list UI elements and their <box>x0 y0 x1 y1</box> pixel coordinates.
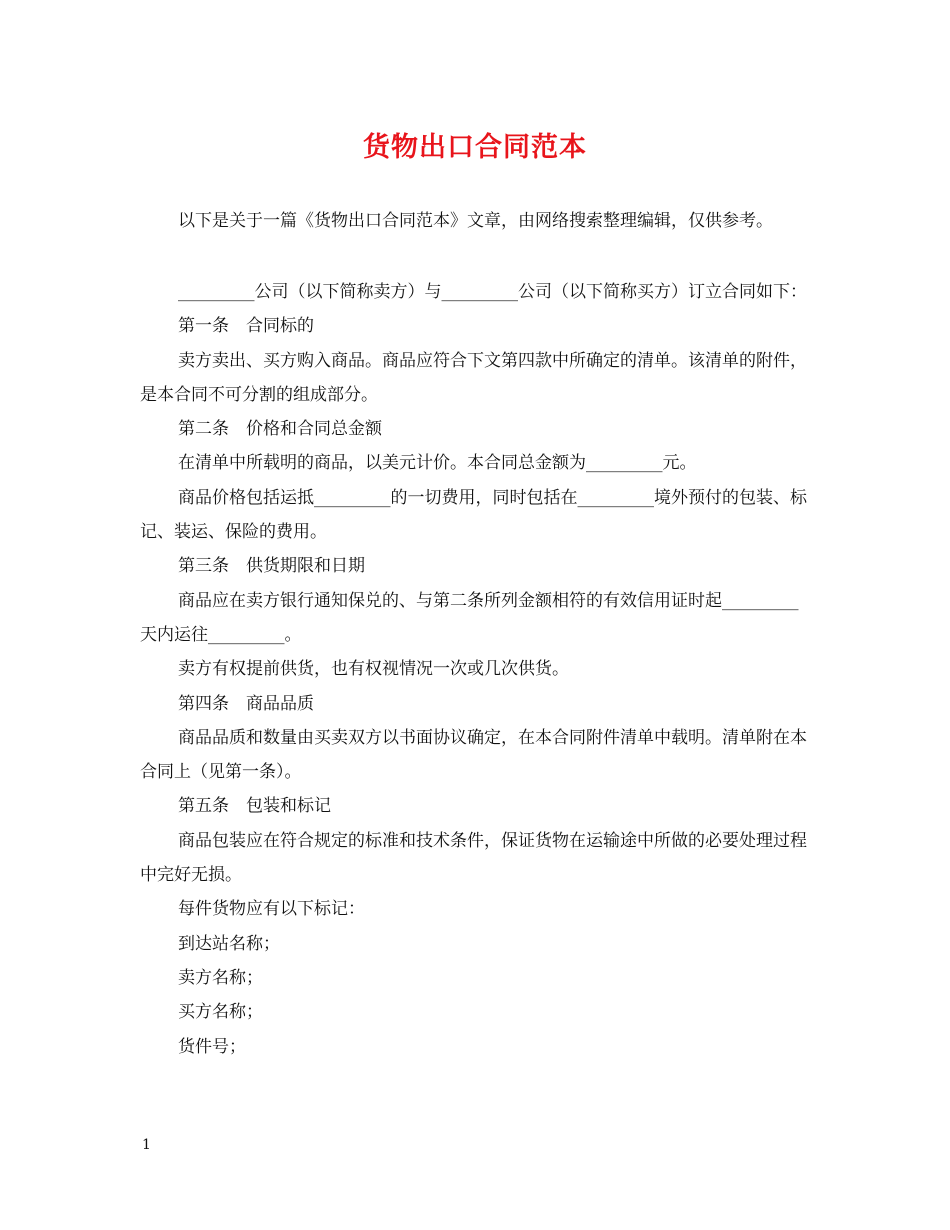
article-3-text-2: 卖方有权提前供货，也有权视情况一次或几次供货。 <box>178 659 569 680</box>
article-2-text-1: 在清单中所载明的商品，以美元计价。本合同总金额为_________元。 <box>178 453 697 474</box>
marking-item: 到达站名称； <box>178 933 280 954</box>
page-number: 1 <box>142 1137 151 1153</box>
article-1-heading: 第一条 合同标的 <box>178 316 314 337</box>
article-4-text: 商品品质和数量由买卖双方以书面协议确定，在本合同附件清单中载明。清单附在本合同上（见第一条）。 <box>140 727 807 783</box>
article-3-text-1: 商品应在卖方银行通知保兑的、与第二条所列金额相符的有效信用证时起_________天内运往_________。 <box>140 590 799 645</box>
article-2-text-2: 商品价格包括运抵_________的一切费用，同时包括在_________境外预付的包装、标记、装运、保险的费用。 <box>140 487 807 543</box>
marking-item: 卖方名称； <box>178 967 263 988</box>
marking-intro: 每件货物应有以下标记： <box>178 899 365 920</box>
article-1-text: 卖方卖出、买方购入商品。商品应符合下文第四款中所确定的清单。该清单的附件，是本合同不可分割的组成部分。 <box>140 350 807 405</box>
contract-body <box>140 275 812 1064</box>
article-5-text: 商品包装应在符合规定的标准和技术条件，保证货物在运输途中所做的必要处理过程中完好无损。 <box>140 830 807 886</box>
article-2-heading: 第二条 价格和合同总金额 <box>178 419 382 440</box>
paragraph-parties: _________公司（以下简称卖方）与_________公司（以下简称买方）订立合同如下： <box>178 282 807 302</box>
marking-item: 货件号； <box>178 1036 246 1057</box>
marking-item: 买方名称； <box>178 1002 263 1023</box>
intro-text: 以下是关于一篇《货物出口合同范本》文章，由网络搜索整理编辑，仅供参考。 <box>178 211 773 231</box>
document-title: 货物出口合同范本 <box>363 132 587 163</box>
article-4-heading: 第四条 商品品质 <box>178 693 314 714</box>
article-5-heading: 第五条 包装和标记 <box>178 796 331 817</box>
article-3-heading: 第三条 供货期限和日期 <box>178 556 365 577</box>
